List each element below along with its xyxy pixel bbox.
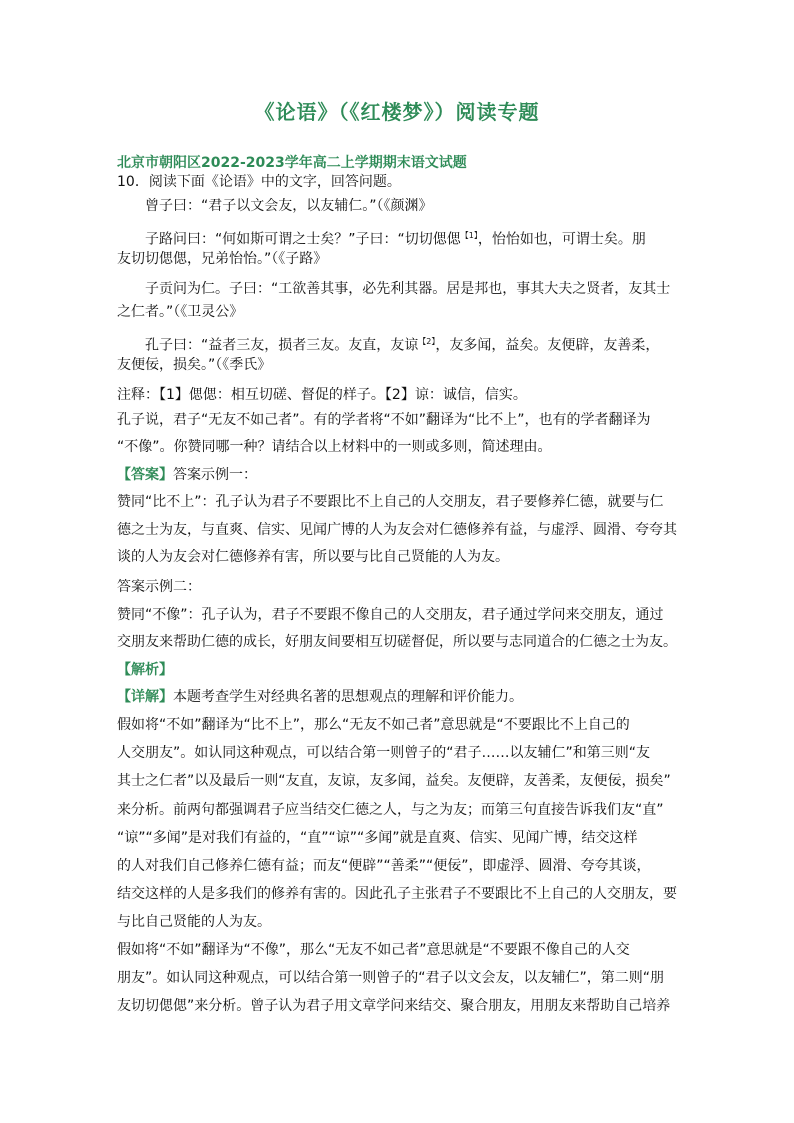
answer-heading: 【答案】答案示例一： (117, 467, 257, 483)
passage-2: 子路问曰：“何如斯可谓之士矣？”子曰：“切切偲偲$^{【1】}$，怡怡如也，可谓士矣。朋 (145, 231, 646, 248)
exam-source: 北京市朝阳区2022-2023学年高二上学期期末语文试题 (117, 155, 467, 171)
analysis-tag: 【解析】 (117, 662, 173, 678)
passage-4-cont: 友便佞，损矣。”（《季氏》 (117, 357, 272, 373)
detail-paragraph: 人交朋友”。如认同这种观点，可以结合第一则曾子的“君子……以友辅仁”和第三则“友 (117, 745, 651, 761)
passage-4: 孔子曰：“益者三友，损者三友。友直，友谅$^{【2】}$，友多闻，益矣。友便辟，友善柔， (145, 337, 660, 354)
annotation-note: 注释：【1】偲偲：相互切磋、督促的样子。【2】谅：诚信，信实。 (117, 387, 527, 403)
detail-paragraph: 假如将“不如”翻译为“不像”，那么“无友不如己者”意思就是“不要跟不像自己的人交 (117, 942, 630, 958)
footnote-ref-1: 【1】 (460, 231, 478, 240)
passage-3-cont: 之仁者。”（《卫灵公》 (117, 304, 244, 320)
detail-paragraph: 假如将“不如”翻译为“比不上”，那么“无友不如己者”意思就是“不要跟比不上自己的 (117, 717, 630, 733)
passage-3: 子贡问为仁。子曰：“工欲善其事，必先利其器。居是邦也，事其大夫之贤者，友其士 (145, 281, 671, 297)
question-ask: 孔子说，君子“无友不如己者”。有的学者将“不如”翻译为“比不上”，也有的学者翻译为 (117, 412, 651, 428)
footnote-ref-2: 【2】 (418, 337, 436, 346)
answer-1-cont: 谈的人为友会对仁德修养有害，所以要与比自己贤能的人为友。 (117, 549, 509, 565)
question-ask-cont: “不像”。你赞同哪一种？请结合以上材料中的一则或多则，简述理由。 (117, 439, 552, 455)
answer-tag: 【答案】 (117, 467, 173, 483)
answer-2-heading: 答案示例二： (117, 579, 201, 595)
detail-heading: 【详解】本题考查学生对经典名著的思想观点的理解和评价能力。 (117, 689, 523, 705)
detail-paragraph: 朋友”。如认同这种观点，可以结合第一则曾子的“君子以文会友，以友辅仁”，第二则“朋 (117, 970, 665, 986)
detail-paragraph: “谅”“多闻”是对我们有益的，“直”“谅”“多闻”就是直爽、信实、见闻广博，结交这样 (117, 830, 638, 846)
detail-paragraph: 友切切偲偲”来分析。曾子认为君子用文章学问来结交、聚合朋友，用朋友来帮助自己培养 (117, 998, 671, 1014)
detail-paragraph: 结交这样的人是多我们的修养有害的。因此孔子主张君子不要跟比不上自己的人交朋友，要 (117, 886, 677, 902)
answer-1: 赞同“比不上”：孔子认为君子不要跟比不上自己的人交朋友，君子要修养仁德，就要与仁 (117, 494, 664, 510)
passage-2-cont: 友切切偲偲，兄弟怡怡。”（《子路》 (117, 251, 328, 267)
passage-1: 曾子曰：“君子以文会友，以友辅仁。”（《颜渊》 (145, 198, 433, 214)
detail-paragraph: 与比自己贤能的人为友。 (117, 914, 271, 930)
page-title: 《论语》（《红楼梦》）阅读专题 (254, 100, 540, 124)
detail-paragraph: 其士之仁者”以及最后一则“友直，友谅，友多闻，益矣。友便辟，友善柔，友便佞，损矣” (117, 773, 671, 789)
detail-tag: 【详解】 (117, 689, 173, 705)
detail-paragraph: 来分析。前两句都强调君子应当结交仁德之人，与之为友；而第三句直接告诉我们友“直” (117, 802, 664, 818)
answer-1-cont: 德之士为友，与直爽、信实、见闻广博的人为友会对仁德修养有益，与虚浮、圆滑、夸夸其 (117, 522, 677, 538)
detail-paragraph: 的人对我们自己修养仁德有益；而友“便辟”“善柔”“便佞”，即虚浮、圆滑、夸夸其谈， (117, 858, 651, 874)
question-stem: 10．阅读下面《论语》中的文字，回答问题。 (117, 174, 401, 190)
answer-2-cont: 交朋友来帮助仁德的成长，好朋友间要相互切磋督促，所以要与志同道合的仁德之士为友。 (117, 634, 677, 650)
answer-2: 赞同“不像”：孔子认为，君子不要跟不像自己的人交朋友，君子通过学问来交朋友，通过 (117, 607, 664, 623)
